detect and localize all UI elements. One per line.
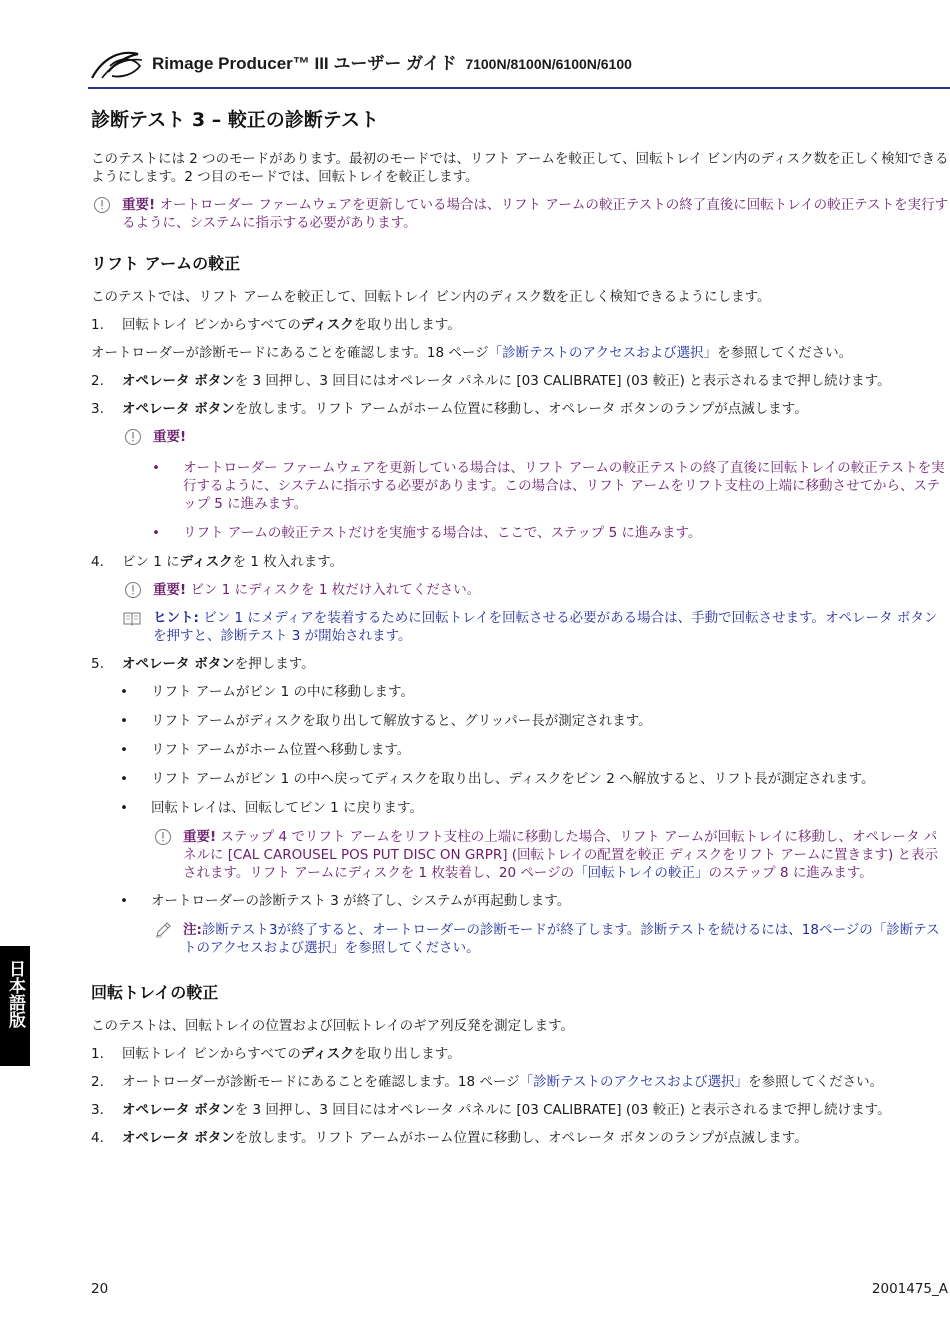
step-bold: オペレータ ボタン	[122, 1102, 235, 1118]
important-label: 重要!	[153, 429, 187, 445]
important-label: 重要!	[153, 582, 187, 598]
bullet-dot: •	[120, 742, 128, 758]
step-text: を取り出します。	[353, 1046, 461, 1062]
diagnostic-access-link[interactable]: 「診断テストのアクセスおよび選択」	[488, 345, 718, 361]
page-content	[91, 108, 949, 1157]
carousel-calibration-link[interactable]: 「回転トレイの較正」	[574, 865, 709, 881]
step-bold: ディスク	[300, 317, 354, 333]
step-text: オートローダーが診断モードにあることを確認します。18 ページ	[122, 1074, 520, 1090]
step-number: 1.	[91, 317, 104, 333]
lift-intro: このテストでは、リフト アームを較正して、回転トレイ ビン内のディスク数を正しく検知できるようにします。	[91, 289, 771, 305]
step-number: 2.	[91, 1074, 104, 1090]
confirm-text: オートローダーが診断モードにあることを確認します。18 ページ	[91, 345, 489, 361]
warning-icon	[124, 581, 142, 599]
lift-step-2	[91, 372, 949, 390]
step-number: 4.	[91, 554, 104, 570]
step-text: を放します。リフト アームがホーム位置に移動し、オペレータ ボタンのランプが点滅します。	[234, 401, 808, 417]
rimage-logo-icon	[88, 48, 146, 82]
bullet-dot: •	[152, 525, 160, 541]
step-number: 2.	[91, 373, 104, 389]
list-item	[91, 712, 949, 730]
carousel-step-4	[91, 1129, 949, 1147]
bullet-dot: •	[120, 893, 128, 909]
important-label: 重要!	[183, 829, 217, 845]
important-notice	[91, 581, 949, 599]
page-number: 20	[91, 1281, 109, 1297]
document-number: 2001475_A	[871, 1281, 948, 1297]
language-side-tab	[0, 946, 30, 1066]
important-notice	[91, 828, 949, 882]
list-item	[91, 770, 949, 788]
list-item	[91, 799, 949, 817]
lift-step-5	[91, 655, 949, 673]
step-text: 回転トレイ ビンからすべての	[122, 317, 301, 333]
lift-arm-heading: リフト アームの較正	[91, 254, 241, 273]
list-item-text: オートローダーの診断テスト 3 が終了し、システムが再起動します。	[151, 893, 571, 909]
list-item-text: リフト アームがディスクを取り出して解放すると、グリッパー長が測定されます。	[151, 713, 652, 729]
list-item	[91, 741, 949, 759]
carousel-heading: 回転トレイの較正	[91, 983, 219, 1002]
intro-paragraph: このテストには 2 つのモードがあります。最初のモードでは、リフト アームを較正して、回転トレイ ビン内のディスク数を正しく検知できるようにします。2 つ目のモードでは、回転トレイを較正します。	[91, 151, 949, 185]
list-item-text: 回転トレイは、回転してビン 1 に戻ります。	[151, 800, 423, 816]
lift-step-4	[91, 553, 949, 571]
carousel-step-3	[91, 1101, 949, 1119]
bullet-dot: •	[120, 713, 128, 729]
step-number: 1.	[91, 1046, 104, 1062]
bullet-dot: •	[120, 800, 128, 816]
step-text: を参照してください。	[748, 1074, 884, 1090]
step-bold: オペレータ ボタン	[122, 373, 235, 389]
book-icon	[122, 609, 142, 627]
step-number: 5.	[91, 656, 104, 672]
bullet-dot: •	[120, 771, 128, 787]
diagnostic-access-link[interactable]: 「診断テストのアクセスおよび選択」	[519, 1074, 749, 1090]
header-rule	[88, 87, 950, 89]
step-bold: ディスク	[179, 554, 233, 570]
model-numbers: 7100N/8100N/6100N/6100	[465, 56, 632, 72]
list-item-text: リフト アームがホーム位置へ移動します。	[151, 742, 411, 758]
important-bullet-text: リフト アームの較正テストだけを実施する場合は、ここで、ステップ 5 に進みます。	[183, 525, 702, 541]
important-notice	[91, 196, 949, 232]
important-text: ビン 1 にディスクを 1 枚だけ入れてください。	[186, 582, 481, 598]
step-bold: オペレータ ボタン	[122, 401, 235, 417]
note-text: 診断テスト3が終了すると、オートローダーの診断モードが終了します。診断テストを続けるには、18ページの「診断テストのアクセスおよび選択」を参照してください。	[183, 922, 940, 956]
hint-notice	[91, 609, 949, 645]
warning-icon	[93, 196, 111, 214]
bullet-dot: •	[152, 460, 160, 476]
guide-title: Rimage Producer™ III ユーザー ガイド	[152, 54, 457, 73]
list-item-text: リフト アームがビン 1 の中に移動します。	[151, 684, 414, 700]
important-text: オートローダー ファームウェアを更新している場合は、リフト アームの較正テストの終了直後に回転トレイの較正テストを実行するように、システムに指示する必要があります。	[122, 197, 949, 231]
note-label: 注:	[183, 922, 202, 938]
list-item	[91, 683, 949, 701]
language-label: 日本語版	[5, 960, 25, 1028]
important-bullet-text: オートローダー ファームウェアを更新している場合は、リフト アームの較正テストの終了直後に回転トレイの較正テストを実行するように、システムに指示する必要があります。この場合は、リフト アームをリフト支柱の上端に移動させてから、ステップ 5 に進みます。	[183, 460, 945, 512]
carousel-step-1	[91, 1045, 949, 1063]
step-bold: オペレータ ボタン	[122, 1130, 235, 1146]
note-notice	[91, 921, 949, 957]
step-text: を 3 回押し、3 回目にはオペレータ パネルに [03 CALIBRATE] (03 較正) と表示されるまで押し続けます。	[234, 1102, 891, 1118]
important-bullet	[91, 459, 949, 513]
pencil-icon	[154, 921, 172, 939]
step-text: を 1 枚入れます。	[232, 554, 344, 570]
important-bullet	[91, 524, 949, 542]
step-bold: ディスク	[300, 1046, 354, 1062]
step-number: 3.	[91, 401, 104, 417]
section-title: 診断テスト 3 – 較正の診断テスト	[91, 109, 380, 131]
important-text: のステップ 8 に進みます。	[708, 865, 873, 881]
hint-text: ビン 1 にメディアを装着するために回転トレイを回転させる必要がある場合は、手動で回転させます。オペレータ ボタンを押すと、診断テスト 3 が開始されます。	[153, 610, 938, 644]
step-number: 4.	[91, 1130, 104, 1146]
header-title	[152, 55, 632, 73]
step-text: を取り出します。	[353, 317, 461, 333]
important-notice	[91, 428, 949, 446]
carousel-intro: このテストは、回転トレイの位置および回転トレイのギア列反発を測定します。	[91, 1018, 575, 1034]
list-item	[91, 892, 949, 910]
confirm-text: を参照してください。	[717, 345, 853, 361]
lift-step-3	[91, 400, 949, 418]
step-text: ビン 1 に	[122, 554, 180, 570]
important-label: 重要!	[122, 197, 156, 213]
step-text: を放します。リフト アームがホーム位置に移動し、オペレータ ボタンのランプが点滅します。	[234, 1130, 808, 1146]
hint-label: ヒント:	[153, 610, 199, 626]
warning-icon	[154, 828, 172, 846]
warning-icon	[124, 428, 142, 446]
carousel-step-2	[91, 1073, 949, 1091]
step-number: 3.	[91, 1102, 104, 1118]
step-text: 回転トレイ ビンからすべての	[122, 1046, 301, 1062]
bullet-dot: •	[120, 684, 128, 700]
step-bold: オペレータ ボタン	[122, 656, 235, 672]
step-text: を押します。	[234, 656, 315, 672]
lift-step-1	[91, 316, 949, 334]
step-text: を 3 回押し、3 回目にはオペレータ パネルに [03 CALIBRATE] (03 較正) と表示されるまで押し続けます。	[234, 373, 891, 389]
list-item-text: リフト アームがビン 1 の中へ戻ってディスクを取り出し、ディスクをビン 2 へ解放すると、リフト長が測定されます。	[151, 771, 875, 787]
important-text: ステップ 4 でリフト アームをリフト支柱の上端に移動した場合、リフト アームが回転トレイに移動し、オペレータ パネルに [CAL CAROUSEL POS PUT DISC ON GRPR] (回転トレイの配置を較正 ディスクをリフト アームに置きます) と表示されます。リフト アームにディスクを 1 枚装着し、20 ページの	[183, 829, 939, 881]
confirm-diagnostic-mode	[91, 344, 949, 362]
page-header	[88, 44, 950, 90]
